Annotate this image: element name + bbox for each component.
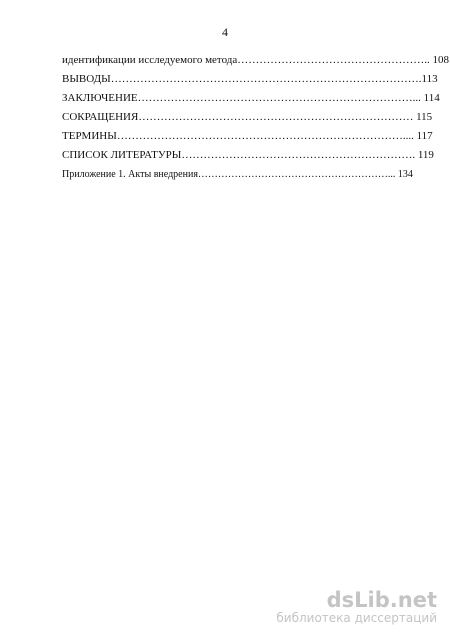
- toc-entry-text: СОКРАЩЕНИЯ………………………………………………………………… 115: [62, 111, 433, 123]
- dslib-watermark: [276, 589, 437, 625]
- table-of-contents: [62, 51, 450, 184]
- toc-entry-abbreviations: [62, 108, 433, 127]
- toc-entry-summary: [62, 89, 440, 108]
- toc-entry-method-identification: [62, 51, 450, 70]
- toc-entry-text: ЗАКЛЮЧЕНИЕ…………………………………………………………………... 114: [62, 92, 440, 104]
- toc-entry-conclusions: [62, 70, 438, 89]
- toc-entry-terms: [62, 127, 433, 146]
- toc-entry-text: идентификации исследуемого метода…………………………………………….. 108: [62, 54, 450, 66]
- toc-entry-text: ВЫВОДЫ………………………………………………………………………….113: [62, 73, 438, 85]
- toc-entry-text: СПИСОК ЛИТЕРАТУРЫ………………………………………………………. 119: [62, 149, 434, 161]
- page-number: 4: [222, 25, 228, 39]
- toc-entry-appendix-1: [62, 165, 413, 184]
- toc-entry-text: Приложение 1. Акты внедрения…………………………………………………... 134: [62, 169, 413, 180]
- toc-entry-text: ТЕРМИНЫ…………………………………………………………………….... 117: [62, 130, 433, 142]
- watermark-logo: dsLib.net: [326, 588, 437, 612]
- watermark-subtitle: библиотека диссертаций: [276, 611, 437, 625]
- toc-entry-references: [62, 146, 434, 165]
